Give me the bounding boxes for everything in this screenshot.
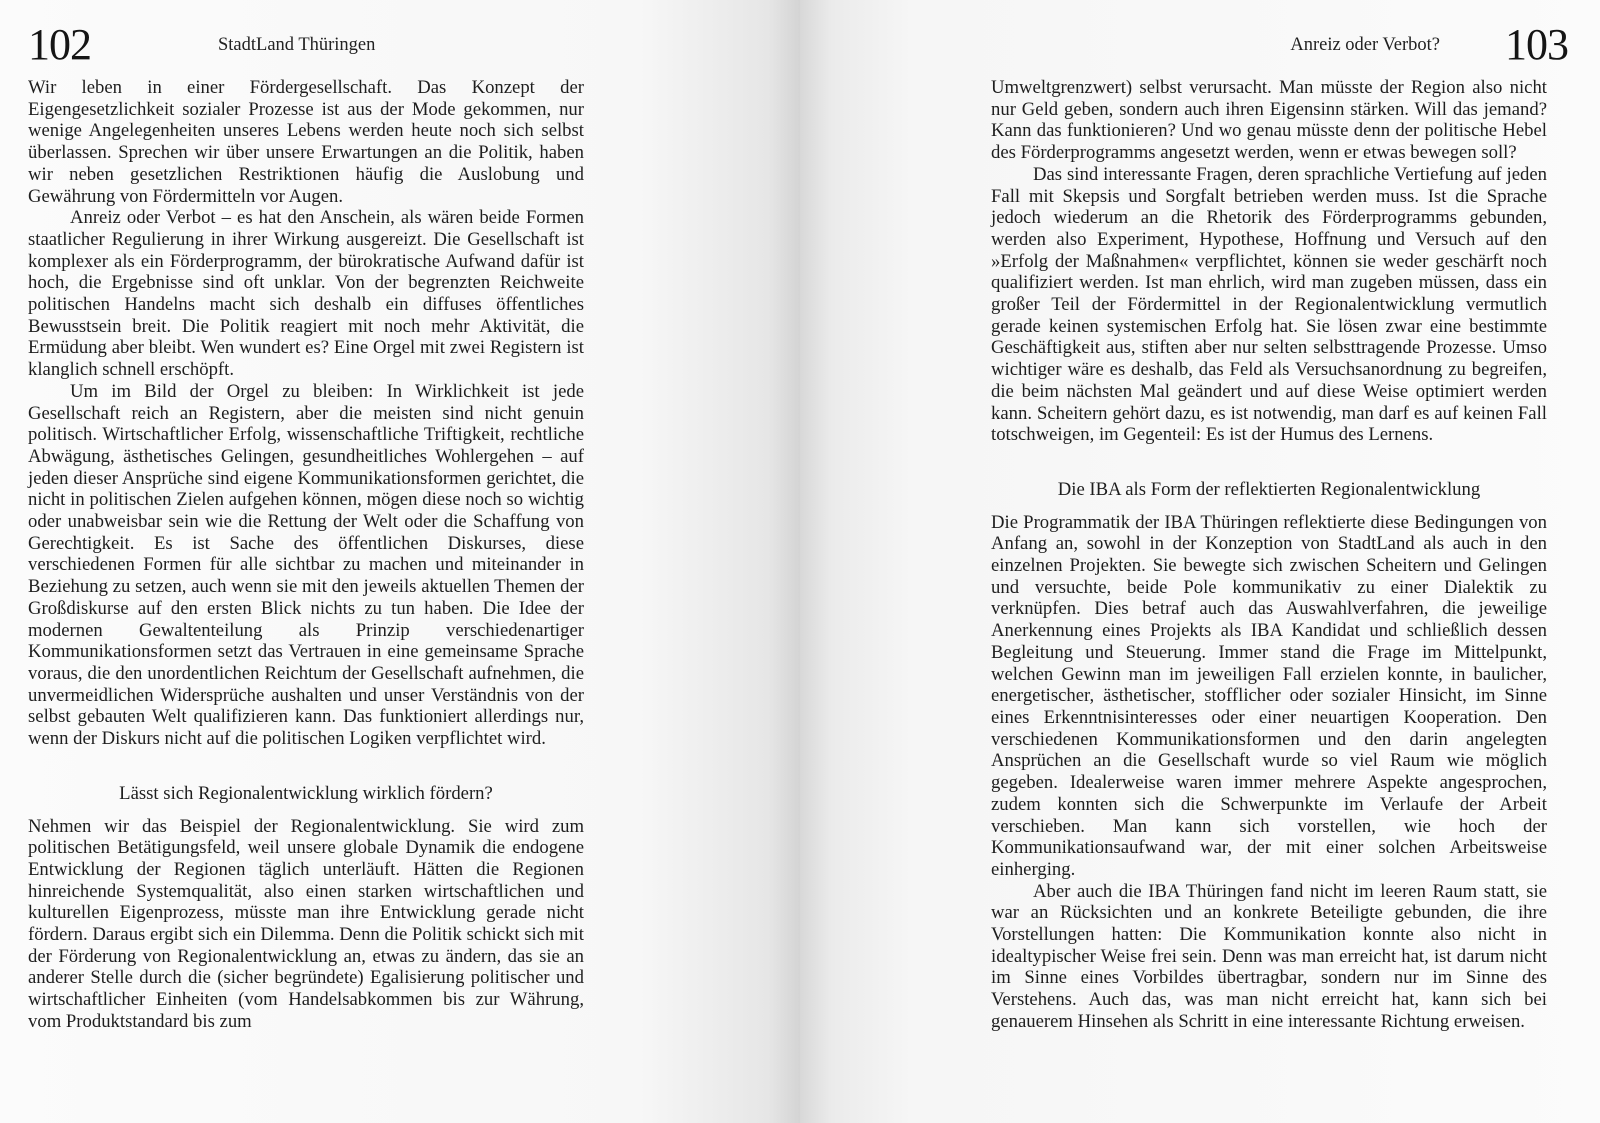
paragraph: Nehmen wir das Beispiel der Regionalentwicklung. Sie wird zum politischen Betätigungsfeld, weil unsere globale Dynamik die endogene Entwicklung der Regionen täglich unterläuft. Hätten die Regionen hinreichende Systemqualität, also einen starken wirtschaftlichen und kulturellen Eigenprozess, müsste man ihre Entwicklung gerade nicht fördern. Daraus ergibt sich ein Dilemma. Denn die Politik schickt sich mit der Förderung von Regionalentwicklung an, etwas zu ändern, das sie an anderer Stelle durch die (sicher begründete) Egalisierung politischer und wirtschaftlicher Einheiten (vom Handelsabkommen bis zur Währung, vom Produktstandard bis zum <box>28 815 584 1032</box>
paragraph: Die Programmatik der IBA Thüringen reflektierte diese Bedingungen von Anfang an, sowohl in der Konzeption von StadtLand als auch in den einzelnen Projekten. Sie bewegte sich zwischen Scheitern und Gelingen und versuchte, beide Pole kommunikativ zu einer Dialektik zu verknüpfen. Dies betraf auch das Auswahlverfahren, die jeweilige Anerkennung eines Projekts als IBA Kandidat und schließlich dessen Begleitung und Steuerung. Immer stand die Frage im Mittelpunkt, welchen Gewinn man im jeweiligen Fall erzielen konnte, in baulicher, energetischer, ästhetischer, stofflicher oder sozialer Hinsicht, im Sinne eines Erkenntnisinteresses oder einer neuartigen Kooperation. Den verschiedenen Kommunikationsformen und den darin angelegten Ansprüchen an die Gesellschaft wurde so viel Raum wie möglich gegeben. Idealerweise waren immer mehrere Aspekte angesprochen, zudem konnten sich die Schwerpunkte im Verlaufe der Arbeit verschieben. Man kann sich vorstellen, wie hoch der Kommunikationsaufwand war, der mit einer solchen Arbeitsweise einherging. <box>991 511 1547 880</box>
section-heading: Lässt sich Regionalentwicklung wirklich fördern? <box>119 782 493 804</box>
left-body-text <box>28 77 584 1033</box>
right-page-header <box>1290 20 1568 70</box>
paragraph: Das sind interessante Fragen, deren sprachliche Vertiefung auf jeden Fall mit Skepsis und Sorgfalt betrieben werden muss. Ist die Sprache jedoch wiederum an die Rhetorik des Förderprogramms gebunden, werden also Experiment, Hypothese, Hoffnung und Versuch auf den »Erfolg der Maßnahmen« verpflichtet, können sie weder geschärft noch qualifiziert werden. Ist man ehrlich, wird man zugeben müssen, dass ein großer Teil der Fördermittel in der Regionalentwicklung vermutlich gerade keinen systemischen Erfolg hat. Sie lösen zwar eine bestimmte Geschäftigkeit aus, stiften aber nur selten selbsttragende Prozesse. Umso wichtiger wäre es deshalb, das Feld als Versuchsanordnung zu begreifen, die beim nächsten Mal geändert und auf diese Weise optimiert werden kann. Scheitern gehört dazu, es ist notwendig, man darf es auf keinen Fall totschweigen, im Gegenteil: Es ist der Humus des Lernens. <box>991 163 1547 446</box>
paragraph: Umweltgrenzwert) selbst verursacht. Man müsste der Region also nicht nur Geld geben, sondern auch ihren Eigensinn stärken. Will das jemand? Kann das funktionieren? Und wo genau müsste denn der politische Hebel des Förderprogramms angesetzt werden, wenn er etwas bewegen soll? <box>991 77 1547 164</box>
left-page-number: 102 <box>28 20 91 69</box>
right-body-text <box>991 77 1547 1033</box>
section-heading: Die IBA als Form der reflektierten Regionalentwicklung <box>1057 478 1481 500</box>
paragraph: Anreiz oder Verbot – es hat den Anschein, als wären beide Formen staatlicher Regulierung in ihrer Wirkung ausgereizt. Die Gesellschaft ist komplexer als ein Förderprogramm, der bürokratische Aufwand dafür ist hoch, die Ergebnisse sind oft unklar. Von der begrenzten Reichweite politischen Handelns macht sich deshalb ein diffuses öffentliches Bewusstsein breit. Die Politik reagiert mit noch mehr Aktivität, die Ermüdung aber bleibt. Wen wundert es? Eine Orgel mit zwei Registern ist klanglich schnell erschöpft. <box>28 207 584 381</box>
paragraph: Um im Bild der Orgel zu bleiben: In Wirklichkeit ist jede Gesellschaft reich an Registern, aber die meisten sind nicht genuin politisch. Wirtschaftlicher Erfolg, wissenschaftliche Triftigkeit, rechtliche Abwägung, ästhetisches Gelingen, gesundheitliches Wohlergehen – auf jeden dieser Ansprüche sind eigene Kommunikationsformen gerichtet, die nicht in politischen Zielen aufgehen können, mögen diese noch so wichtig oder unabweisbar sein wie die Rettung der Welt oder die Schaffung von Gerechtigkeit. Es ist Sache des öffentlichen Diskurses, diese verschiedenen Formen für alle sichtbar zu machen und miteinander in Beziehung zu setzen, auch wenn sie mit den jeweils aktuellen Themen der Großdiskurse auf den ersten Blick nichts zu tun haben. Die Idee der modernen Gewaltenteilung als Prinzip verschiedenartiger Kommunikationsformen setzt das Vertrauen in eine gemeinsame Sprache voraus, die den unordentlichen Reichtum der Gesellschaft aufnehmen, die unvermeidlichen Widersprüche aushalten und unser Verständnis von der selbst gebauten Welt qualifizieren kann. Das funktioniert allerdings nur, wenn der Diskurs nicht auf die politischen Logiken verpflichtet wird. <box>28 380 584 750</box>
left-page-header <box>28 20 376 70</box>
right-page-number: 103 <box>1505 20 1568 69</box>
right-page <box>800 0 1600 1123</box>
paragraph: Wir leben in einer Fördergesellschaft. Das Konzept der Eigengesetzlichkeit sozialer Prozesse ist aus der Mode gekommen, nur wenige Angelegenheiten unseres Lebens werden heute noch sich selbst überlassen. Sprechen wir über unsere Erwartungen an die Politik, haben wir neben gesetzlichen Restriktionen häufig die Auslobung und Gewährung von Fördermitteln vor Augen. <box>28 77 584 207</box>
paragraph: Aber auch die IBA Thüringen fand nicht im leeren Raum statt, sie war an Rücksichten und an konkrete Beteiligte gebunden, die ihre Vorstellungen hatten: Die Kommunikation konnte also nicht in idealtypischer Weise frei sein. Denn was man erreicht hat, ist darum nicht im Sinne eines Vorbildes übertragbar, sondern nur im Sinne des Verstehens. Auch das, was man nicht erreicht hat, kann sich bei genauerem Hinsehen als Schritt in eine interessante Richtung erweisen. <box>991 880 1547 1032</box>
right-running-head: Anreiz oder Verbot? <box>1290 35 1440 55</box>
left-running-head: StadtLand Thüringen <box>218 35 376 55</box>
